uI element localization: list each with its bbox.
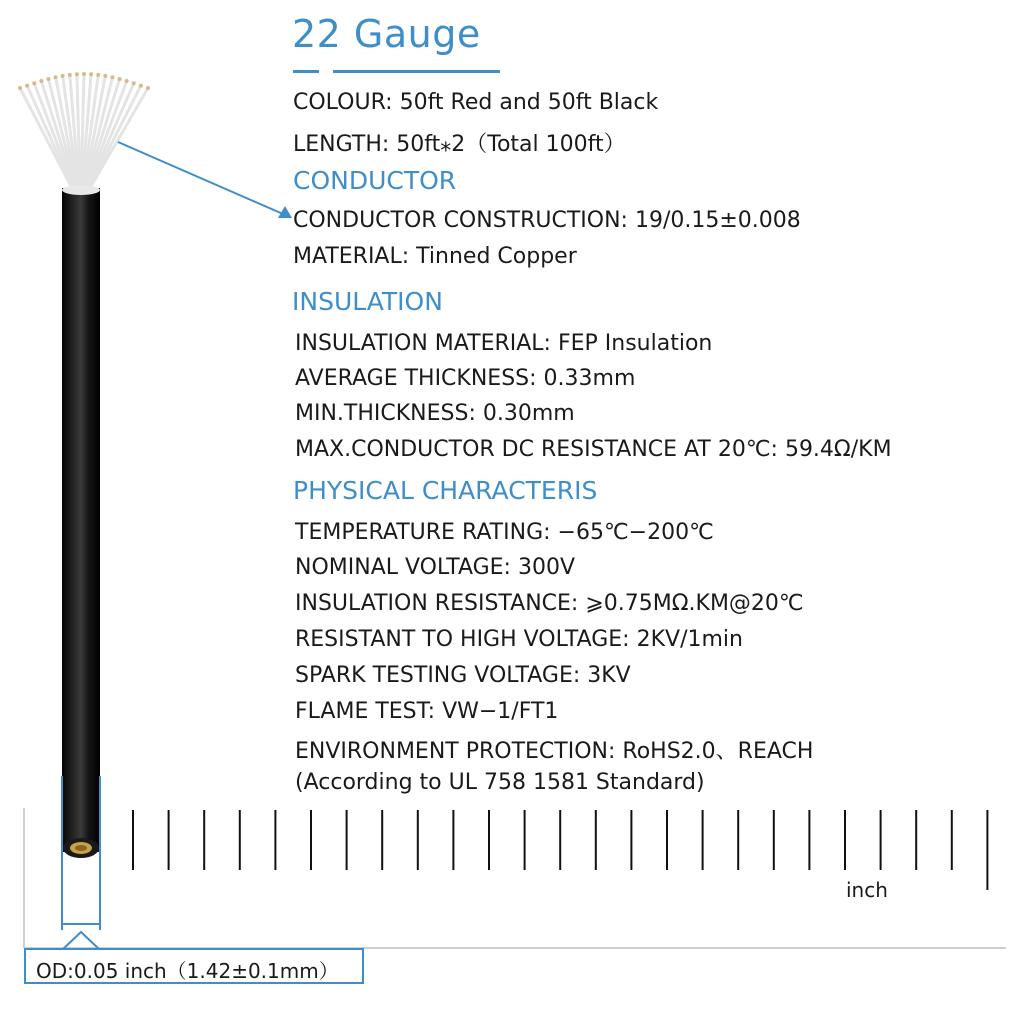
spark-testing-spec: SPARK TESTING VOLTAGE: 3KV <box>295 663 631 688</box>
strand-tip <box>18 86 22 90</box>
strand-tip <box>82 72 86 76</box>
strand-tip <box>103 74 107 78</box>
strand-tip <box>25 84 29 88</box>
strand-tip <box>125 79 129 83</box>
strand-tip <box>96 73 100 77</box>
insulation-material-spec: INSULATION MATERIAL: FEP Insulation <box>295 331 713 356</box>
temperature-rating-spec: TEMPERATURE RATING: −65℃−200℃ <box>295 520 714 545</box>
min-thickness-spec: MIN.THICKNESS: 0.30mm <box>295 401 575 426</box>
physical-heading: PHYSICAL CHARACTERIS <box>293 476 598 505</box>
insulation-resistance-spec: INSULATION RESISTANCE: ⩾0.75MΩ.KM@20℃ <box>295 591 804 616</box>
strand-tip <box>110 75 114 79</box>
leader-line <box>118 142 283 214</box>
strand-tip <box>61 74 65 78</box>
dc-resistance-spec: MAX.CONDUCTOR DC RESISTANCE AT 20℃: 59.4Ω/KM <box>295 437 892 462</box>
cable-top-end <box>62 185 100 195</box>
strand-tip <box>39 79 43 83</box>
strand-tip <box>32 81 36 85</box>
nominal-voltage-spec: NOMINAL VOLTAGE: 300V <box>295 555 575 580</box>
high-voltage-spec: RESISTANT TO HIGH VOLTAGE: 2KV/1min <box>295 627 743 652</box>
ruler-unit-label: inch <box>846 878 888 902</box>
conductor-heading: CONDUCTOR <box>293 166 457 195</box>
flame-test-spec: FLAME TEST: VW−1/FT1 <box>295 699 559 724</box>
length-spec: LENGTH: 50ft⁎2（Total 100ft） <box>293 132 626 157</box>
copper-core-center <box>75 845 87 851</box>
strand-tip <box>89 72 93 76</box>
environment-protection-spec: ENVIRONMENT PROTECTION: RoHS2.0、REACH <box>295 739 814 764</box>
colour-spec: COLOUR: 50ft Red and 50ft Black <box>293 90 659 115</box>
strand-tip <box>118 77 122 81</box>
strand-tip <box>75 72 79 76</box>
page-title: 22 Gauge <box>292 12 481 56</box>
average-thickness-spec: AVERAGE THICKNESS: 0.33mm <box>295 366 636 391</box>
od-label: OD:0.05 inch（1.42±0.1mm） <box>36 959 339 983</box>
conductor-strands <box>18 72 150 188</box>
material-spec: MATERIAL: Tinned Copper <box>293 244 577 269</box>
strand-tip <box>46 77 50 81</box>
strand-tip <box>146 86 150 90</box>
conductor-construction-spec: CONDUCTOR CONSTRUCTION: 19/0.15±0.008 <box>293 208 801 233</box>
title-underline-short <box>293 70 319 73</box>
standard-note: (According to UL 758 1581 Standard) <box>295 770 705 795</box>
strand-tip <box>54 75 58 79</box>
cable-body <box>62 188 100 852</box>
title-underline-long <box>333 70 500 73</box>
insulation-heading: INSULATION <box>292 287 443 316</box>
strand-tip <box>132 81 136 85</box>
strand-tip <box>68 73 72 77</box>
strand-tip <box>139 84 143 88</box>
